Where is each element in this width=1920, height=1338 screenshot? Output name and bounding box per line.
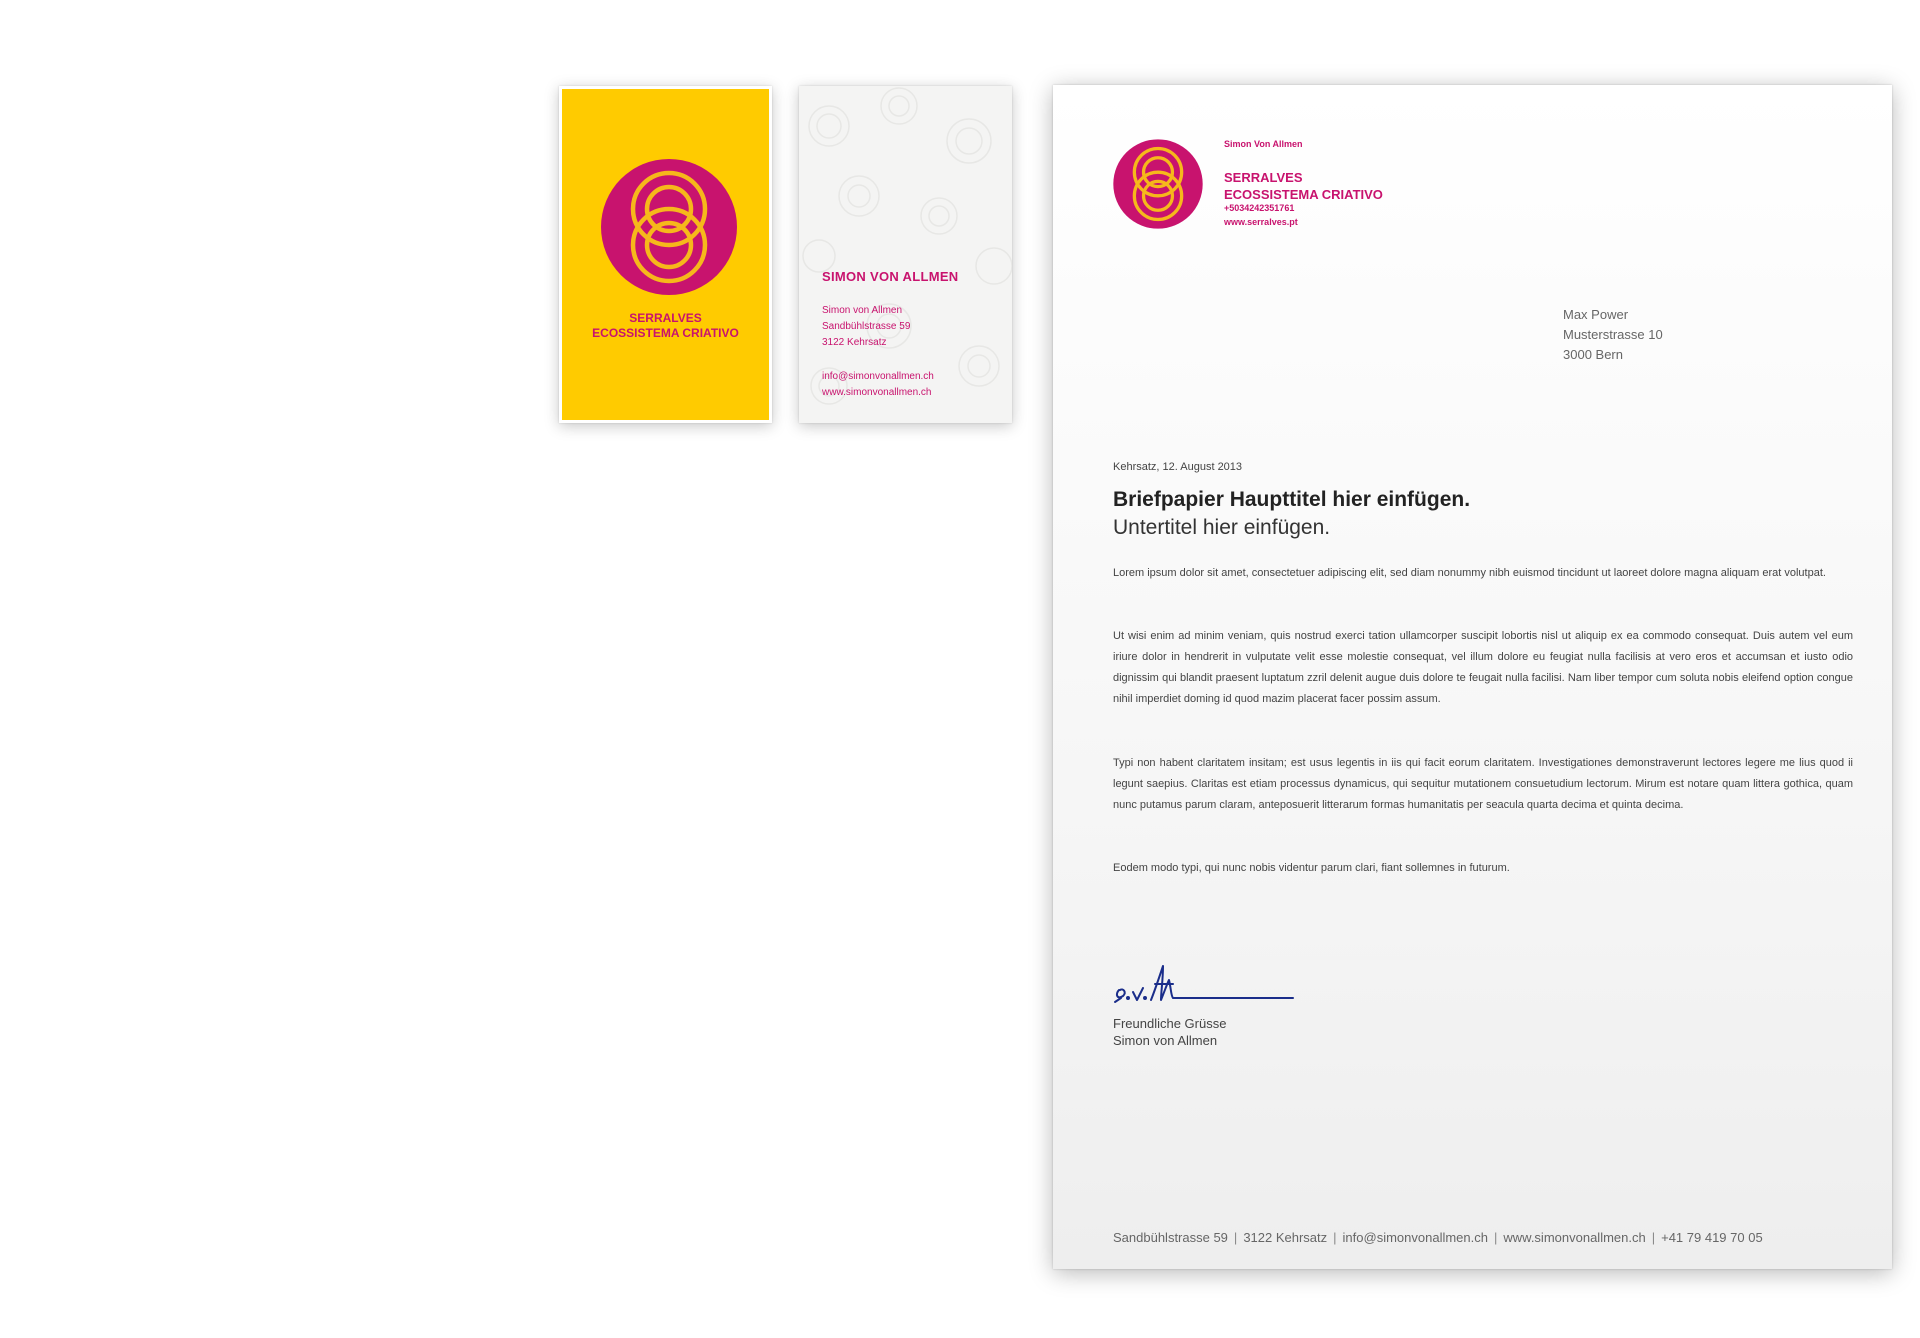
footer-separator: | xyxy=(1651,1230,1656,1245)
body-paragraph: Eodem modo typi, qui nunc nobis videntur parum clari, fiant sollemnes in futurum. xyxy=(1113,862,1510,874)
closing-name: Simon von Allmen xyxy=(1113,1033,1218,1048)
footer-separator: | xyxy=(1233,1230,1238,1245)
closing-block xyxy=(1113,1015,1226,1049)
letterhead-page xyxy=(1053,85,1892,1269)
letter-subtitle: Untertitel hier einfügen. xyxy=(1113,516,1331,539)
card-website: www.simonvonallmen.ch xyxy=(822,387,932,398)
brand-line-1: SERRALVES xyxy=(629,311,702,325)
letterhead-phone: +5034242351761 xyxy=(1224,203,1295,213)
footer-city: 3122 Kehrsatz xyxy=(1243,1230,1328,1245)
footer-separator: | xyxy=(1493,1230,1498,1245)
card-address-line: Simon von Allmen xyxy=(822,305,903,316)
card-address-line: 3122 Kehrsatz xyxy=(822,337,887,348)
brand-line-2: ECOSSISTEMA CRIATIVO xyxy=(592,326,739,340)
footer-phone: +41 79 419 70 05 xyxy=(1661,1230,1763,1245)
recipient-line: Max Power xyxy=(1563,307,1629,322)
body-paragraph: Lorem ipsum dolor sit amet, consectetuer adipiscing elit, sed diam nonummy nibh euismod tincidunt ut laoreet dolore magna aliquam erat volutpat. xyxy=(1113,567,1826,579)
footer-website: www.simonvonallmen.ch xyxy=(1503,1230,1646,1245)
card-address-line: Sandbühlstrasse 59 xyxy=(822,321,911,332)
handwritten-signature-icon xyxy=(1111,960,1301,1010)
card-email: info@simonvonallmen.ch xyxy=(822,371,934,382)
letterhead-website: www.serralves.pt xyxy=(1224,217,1298,227)
footer-separator: | xyxy=(1333,1230,1337,1245)
body-paragraph: Typi non habent claritatem insitam; est usus legentis in iis qui facit eorum claritatem. Investigationes demonstraverunt lectores legere me lius quod ii legunt saepius. Claritas est etiam processus dynamicus, qui sequitur mutationem consuetudium lectorum. Mirum est notare quam littera gothica, quam nunc putamus parum claram, anteposuerit litterarum formas humanitatis per seacula quarta decima et quinta decima. xyxy=(1113,757,1853,811)
letterhead-sender: Simon Von Allmen xyxy=(1224,139,1303,149)
closing-greeting: Freundliche Grüsse xyxy=(1113,1016,1227,1031)
recipient-address xyxy=(1563,305,1663,365)
letter-footer xyxy=(1113,1230,1763,1245)
business-card-front xyxy=(559,86,772,423)
recipient-line: 3000 Bern xyxy=(1563,347,1623,362)
card-name: SIMON VON ALLMEN xyxy=(822,269,959,284)
business-card-back xyxy=(799,86,1012,423)
recipient-line: Musterstrasse 10 xyxy=(1563,327,1663,342)
letter-title: Briefpapier Haupttitel hier einfügen. xyxy=(1113,488,1471,511)
body-paragraph: Ut wisi enim ad minim veniam, quis nostrud exerci tation ullamcorper suscipit lobortis nisl ut aliquip ex ea commodo consequat. Duis autem vel eum iriure dolor in hendrerit in vulputate velit esse molestie consequat, vel illum dolore eu feugiat nulla facilisis at vero eros et accumsan et iusto odio dignissim qui blandit praesent luptatum zzril delenit augue duis dolore te feugait nulla facilisi. Nam liber tempor cum soluta nobis eleifend option congue nihil imperdiet doming id quod mazim placerat facer possim assum. xyxy=(1113,630,1853,705)
letterhead-brand-line-1: SERRALVES xyxy=(1224,170,1303,185)
letter-date: Kehrsatz, 12. August 2013 xyxy=(1113,461,1243,473)
footer-email: info@simonvonallmen.ch xyxy=(1342,1230,1488,1245)
letterhead-brand-line-2: ECOSSISTEMA CRIATIVO xyxy=(1224,187,1383,202)
interlocking-rings-logo-icon xyxy=(1112,138,1204,230)
footer-address: Sandbühlstrasse 59 xyxy=(1113,1230,1228,1245)
interlocking-rings-logo-icon xyxy=(599,157,739,297)
